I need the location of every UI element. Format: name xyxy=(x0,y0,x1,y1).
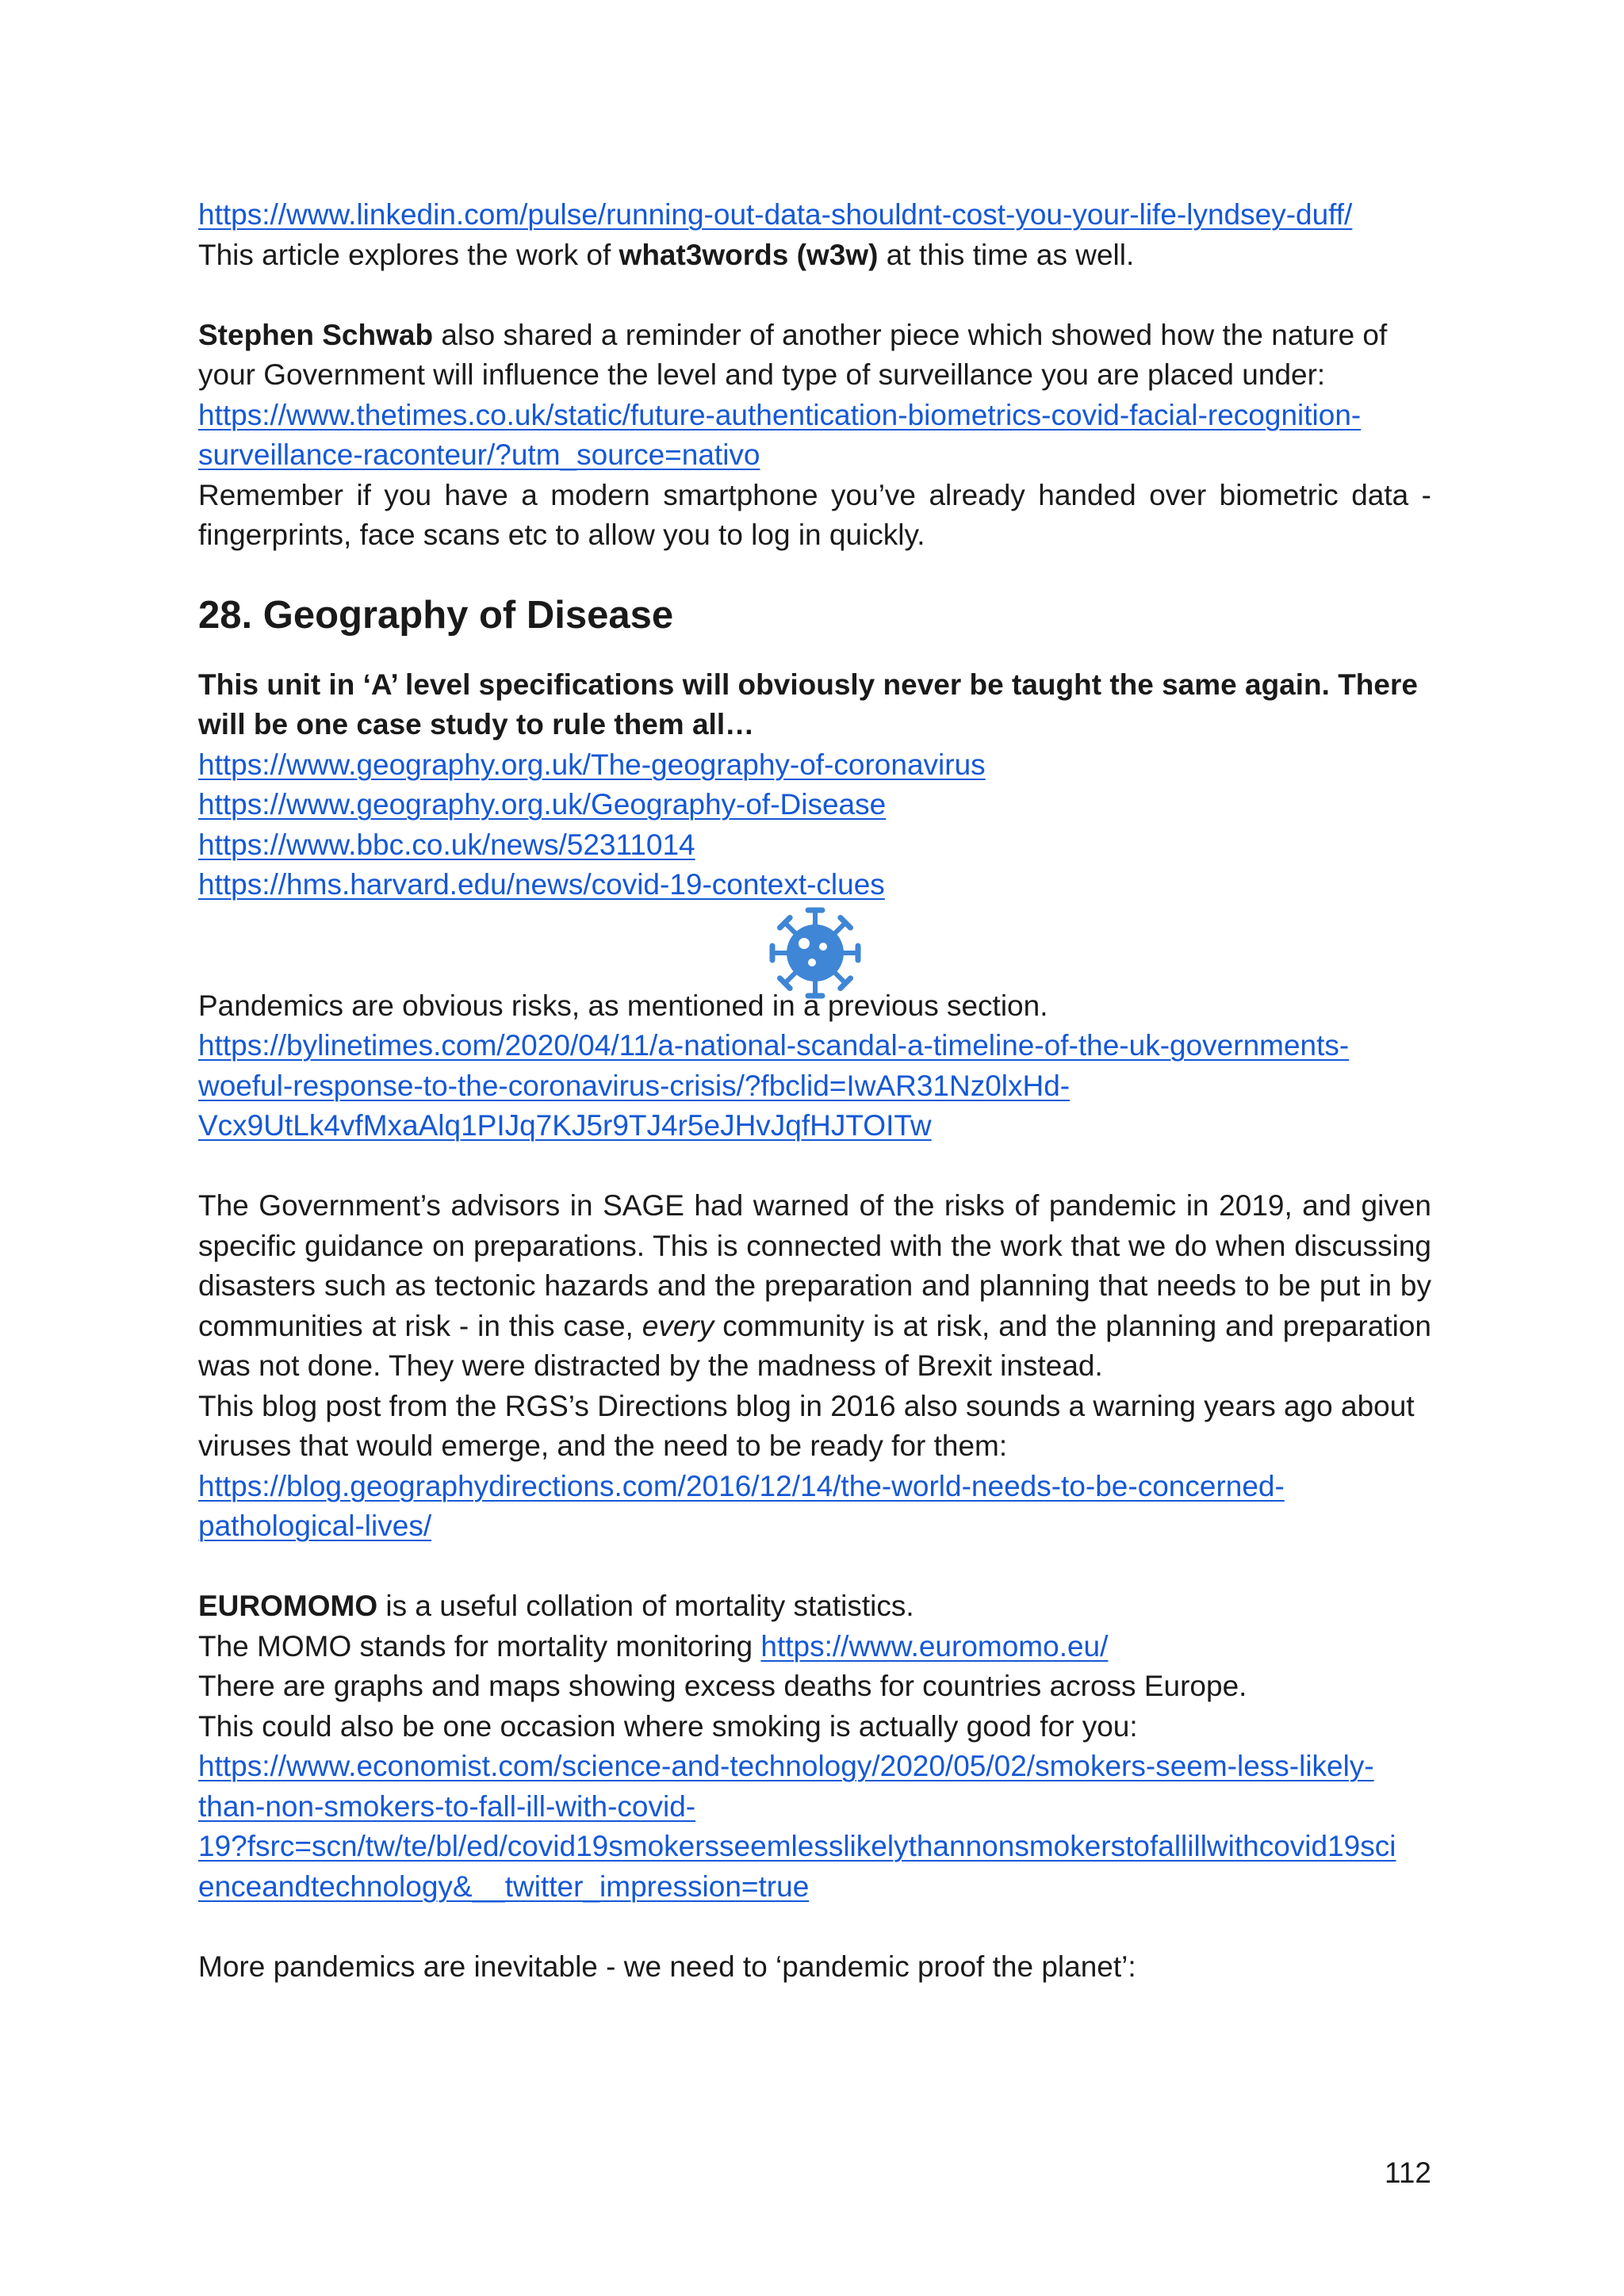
w3w-text-a: This article explores the work of xyxy=(198,238,619,271)
spacer xyxy=(198,275,1431,316)
paragraph-linkedin xyxy=(198,195,1431,275)
blog-link-line1[interactable]: https://blog.geographydirections.com/2016/12/14/the-world-needs-to-be-concerned- xyxy=(198,1469,1285,1502)
paragraph-euromomo xyxy=(198,1586,1431,1627)
byline-link-line3[interactable]: Vcx9UtLk4vfMxaAlq1PIJq7KJ5r9TJ4r5eJHvJqfHJTOITw xyxy=(198,1109,932,1142)
schwab-name: Stephen Schwab xyxy=(198,318,434,351)
spacer xyxy=(198,1547,1431,1587)
document-page xyxy=(198,195,1431,1987)
paragraph-byline-link xyxy=(198,1026,1431,1146)
harvard-link[interactable]: https://hms.harvard.edu/news/covid-19-context-clues xyxy=(198,868,885,901)
paragraph-blog-link xyxy=(198,1467,1431,1547)
paragraph-momo xyxy=(198,1627,1431,1667)
times-link-line1[interactable]: https://www.thetimes.co.uk/static/future-authentication-biometrics-covid-facial-recognition- xyxy=(198,398,1362,431)
geography-coronavirus-link[interactable]: https://www.geography.org.uk/The-geography-of-coronavirus xyxy=(198,748,986,781)
bbc-news-link[interactable]: https://www.bbc.co.uk/news/52311014 xyxy=(198,828,695,861)
sage-text-a: The Government’s advisors in SAGE had warned of the risks of pandemic in 2019, and given specific guidance on preparations. This is connected with the work that we do when discussing disasters such as tectonic hazards and the preparation and planning that needs to be put in by communities at risk - in this case, xyxy=(198,1189,1431,1342)
paragraph-graphs: There are graphs and maps showing excess deaths for countries across Europe. xyxy=(198,1670,1247,1702)
sage-italic: every xyxy=(642,1309,714,1342)
section-links xyxy=(198,745,1431,905)
linkedin-link[interactable]: https://www.linkedin.com/pulse/running-out-data-shouldnt-cost-you-your-life-lyndsey-duff/ xyxy=(198,198,1353,231)
euromomo-text: is a useful collation of mortality statistics. xyxy=(377,1590,914,1622)
economist-link-line2[interactable]: than-non-smokers-to-fall-ill-with-covid- xyxy=(198,1789,696,1823)
spacer xyxy=(198,1146,1431,1187)
economist-link-line1[interactable]: https://www.economist.com/science-and-technology/2020/05/02/smokers-seem-less-likely- xyxy=(198,1750,1374,1782)
paragraph-blog: This blog post from the RGS’s Directions blog in 2016 also sounds a warning years ago about viruses that would emerge, and the need to be ready for them: xyxy=(198,1389,1415,1462)
sage-text-b: community is at risk, and the planning and preparation was not done. They were distracted by the madness of Brexit instead. xyxy=(198,1309,1431,1382)
euromomo-link[interactable]: https://www.euromomo.eu/ xyxy=(760,1629,1109,1663)
spacer xyxy=(198,556,1431,580)
economist-link-line4[interactable]: enceandtechnology&__twitter_impression=true xyxy=(198,1869,810,1903)
page-number: 112 xyxy=(1385,2156,1431,2189)
euromomo-bold: EUROMOMO xyxy=(198,1590,378,1622)
paragraph-smoking: This could also be one occasion where smoking is actually good for you: xyxy=(198,1709,1138,1743)
w3w-text-b: at this time as well. xyxy=(878,238,1135,271)
section-heading: 28. Geography of Disease xyxy=(198,593,674,637)
paragraph-schwab xyxy=(198,316,1431,396)
section-intro: This unit in ‘A’ level specifications will obviously never be taught the same again. There will be one case study to rule them all… xyxy=(198,668,1418,740)
schwab-text: also shared a reminder of another piece which showed how the nature of your Government will influence the level and type of surveillance you are placed under: xyxy=(198,318,1388,391)
paragraph-times-link xyxy=(198,396,1431,476)
paragraph-more-pandemics: More pandemics are inevitable - we need to ‘pandemic proof the planet’: xyxy=(198,1950,1136,1983)
times-link-line2[interactable]: surveillance-raconteur/?utm_source=nativo xyxy=(198,438,760,471)
paragraph-pandemics: Pandemics are obvious risks, as mentioned in a previous section. xyxy=(198,989,1048,1022)
economist-link-line3[interactable]: 19?fsrc=scn/tw/te/bl/ed/covid19smokersseemlesslikelythannonsmokerstofallillwithcovid19sci xyxy=(198,1830,1396,1862)
paragraph-sage xyxy=(198,1186,1431,1387)
paragraph-remember: Remember if you have a modern smartphone you’ve already handed over biometric data - fingerprints, face scans etc to allow you to log in quickly. xyxy=(198,478,1431,551)
byline-link-line1[interactable]: https://bylinetimes.com/2020/04/11/a-national-scandal-a-timeline-of-the-uk-governments- xyxy=(198,1029,1350,1062)
spacer xyxy=(198,1907,1431,1947)
paragraph-economist-link xyxy=(198,1747,1431,1907)
geography-disease-link[interactable]: https://www.geography.org.uk/Geography-of-Disease xyxy=(198,788,887,821)
w3w-bold: what3words (w3w) xyxy=(619,238,879,271)
byline-link-line2[interactable]: woeful-response-to-the-coronavirus-crisis/?fbclid=IwAR31Nz0lxHd- xyxy=(198,1069,1071,1102)
blog-link-line2[interactable]: pathological-lives/ xyxy=(198,1510,432,1542)
momo-text: The MOMO stands for mortality monitoring xyxy=(198,1629,761,1663)
